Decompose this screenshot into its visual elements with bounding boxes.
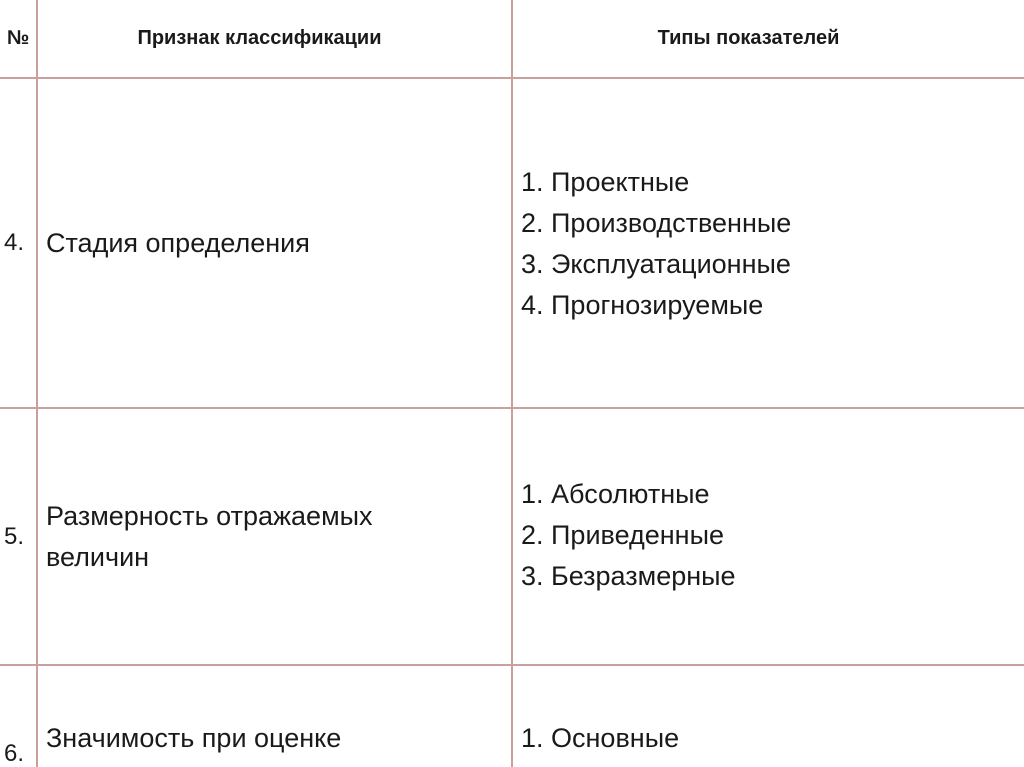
row-types bbox=[513, 409, 1024, 664]
row-number: 4. bbox=[4, 229, 25, 256]
types-list bbox=[521, 718, 679, 759]
row-criterion: Размерность отражаемых величин bbox=[46, 500, 373, 572]
header-number: № bbox=[6, 27, 30, 49]
types-list bbox=[521, 474, 736, 597]
row-criterion: Значимость при оценке bbox=[46, 723, 342, 753]
type-item: 2. Производственные bbox=[521, 208, 792, 238]
row-criterion: Стадия определения bbox=[46, 227, 310, 258]
row-types bbox=[513, 79, 1024, 407]
type-item: 1. Проектные bbox=[521, 167, 690, 197]
type-item: 1. Абсолютные bbox=[521, 479, 710, 509]
type-item: 4. Прогнозируемые bbox=[521, 290, 764, 320]
row-number: 5. bbox=[4, 522, 25, 550]
type-item: 2. Приведенные bbox=[521, 520, 725, 550]
type-item: 3. Эксплуатационные bbox=[521, 249, 791, 279]
type-item: 3. Безразмерные bbox=[521, 561, 736, 591]
header-criterion: Признак классификации bbox=[137, 27, 382, 49]
row-number: 6. bbox=[4, 740, 25, 767]
header-types: Типы показателей bbox=[657, 27, 840, 49]
row-types bbox=[513, 666, 1024, 767]
type-item: 1. Основные bbox=[521, 723, 680, 753]
types-list bbox=[521, 162, 791, 326]
